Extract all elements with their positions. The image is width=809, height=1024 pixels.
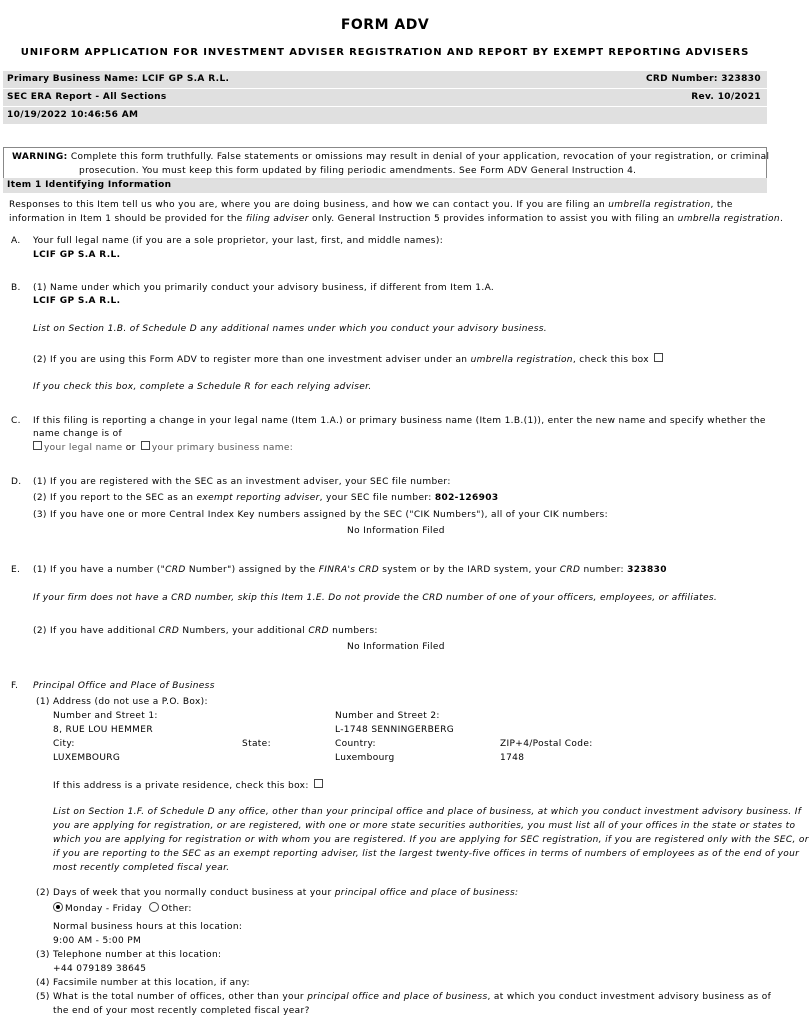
item-c-letter: C. [11,416,21,426]
item-c-question-2: name change is of [33,429,123,439]
country-value: Luxembourg [335,753,395,763]
hours-value: 9:00 AM - 5:00 PM [53,936,142,946]
legal-name-value: LCIF GP S.A R.L. [33,250,121,260]
crd-no-info: No Information Filed [347,642,445,652]
address-label: (1) Address (do not use a P.O. Box): [36,697,208,707]
street2-label: Number and Street 2: [335,711,440,721]
q-italic: CRD [559,565,581,575]
legal-name-checkbox[interactable] [33,441,42,450]
item-b-note-2: If you check this box, complete a Schedule R for each relying adviser. [33,382,372,392]
item1-heading-text: Item 1 Identifying Information [7,180,172,190]
intro-text: information in Item 1 should be provided for the [9,214,246,224]
warning-line-2: prosecution. You must keep this form updated by filing periodic amendments. See Form ADV General Instruction 4. [79,166,637,176]
item-e-letter: E. [11,565,21,575]
item-f-note-3: which you are applying for registration or with whom you are registered. If you are applying for SEC registration, if you are registered only with the SEC, or [53,835,809,845]
monday-friday-label: Monday - Friday [65,904,143,914]
item1-intro-1 [9,199,733,212]
q-italic: principal office and place of business [307,992,488,1002]
form-title: FORM ADV [340,17,430,33]
item-e-note: If your firm does not have a CRD number, skip this Item 1.E. Do not provide the CRD number of one of your officers, employees, or affiliates. [33,593,718,603]
crd-number-value: 323830 [627,565,667,575]
revision: Rev. 10/2021 [691,92,761,102]
other-days-label: Other: [161,904,192,914]
q-text: (2) If you have additional [33,626,159,636]
days-question [36,887,518,900]
telephone-value: +44 079189 38645 [53,964,147,974]
q-italic: FINRA's CRD [318,565,380,575]
zip-label: ZIP+4/Postal Code: [500,739,593,749]
zip-value: 1748 [500,753,525,763]
intro-text: . [779,214,784,224]
q-italic: umbrella registration [470,355,573,365]
q-italic: CRD [165,565,186,575]
item-a-letter: A. [11,236,21,246]
report-type: SEC ERA Report - All Sections [7,92,167,102]
q-text: , check this box [572,355,649,365]
info-band-1 [3,71,767,88]
item-d-question-1: (1) If you are registered with the SEC as an investment adviser, your SEC file number: [33,477,451,487]
item-e-question-2 [33,625,378,638]
info-band-3 [3,107,767,124]
crd-number: CRD Number: 323830 [645,74,761,84]
warning-label: WARNING: [12,152,68,162]
q-text: Numbers, your additional [179,626,309,636]
item-d-letter: D. [11,477,22,487]
other-days-radio[interactable] [149,902,159,912]
city-label: City: [53,739,75,749]
intro-text: , the [710,200,733,210]
umbrella-checkbox[interactable] [654,353,663,362]
q-text: (2) Days of week that you normally conduct business at your [36,888,335,898]
fax-label: (4) Facsimile number at this location, if any: [36,978,250,988]
q-text: number: [580,565,628,575]
q-italic: exempt reporting adviser [196,493,320,503]
offices-question-2: the end of your most recently completed fiscal year? [53,1006,310,1016]
sec-file-number: 802-126903 [434,493,499,503]
private-residence [53,779,325,793]
intro-text: Responses to this Item tell us who you are, where you are doing business, and how we can contact you. If you are filing an [9,200,609,210]
item-d-question-2 [33,492,498,505]
item-f-title: Principal Office and Place of Business [33,681,215,691]
primary-business-name: Primary Business Name: LCIF GP S.A R.L. [7,74,230,84]
days-options [53,902,192,916]
info-band-2 [3,89,767,106]
item1-heading [3,178,767,193]
item-b-letter: B. [11,283,21,293]
private-residence-text: If this address is a private residence, check this box: [53,781,309,791]
q-text: (1) If you have a number (" [33,565,166,575]
item-f-note-4: if you are reporting to the SEC as an exempt reporting adviser, list the largest twenty-five offices in terms of numbers of employees as of the end of your [53,849,800,859]
street2-value: L-1748 SENNINGERBERG [335,725,455,735]
cik-no-info: No Information Filed [347,526,445,536]
hours-label: Normal business hours at this location: [53,922,243,932]
item-f-note-5: most recently completed fiscal year. [53,863,230,873]
business-name-value: LCIF GP S.A R.L. [33,296,121,306]
q-text: Number") assigned by the [185,565,319,575]
q-text: numbers: [328,626,378,636]
legal-name-option-label: your legal name [44,443,123,453]
street1-value: 8, RUE LOU HEMMER [53,725,153,735]
offices-question-1 [36,991,771,1004]
item-f-note-1: List on Section 1.F. of Schedule D any office, other than your principal office and place of business, at which you conduct investment advisory business. If [53,807,802,817]
item-b-question-1: (1) Name under which you primarily conduct your advisory business, if different from Item 1.A. [33,283,495,293]
q-text: (2) If you are using this Form ADV to register more than one investment adviser under an [33,355,471,365]
item1-intro-2 [9,213,783,226]
intro-italic: filing adviser [245,214,309,224]
intro-italic: umbrella registration [608,200,711,210]
street1-label: Number and Street 1: [53,711,158,721]
private-residence-checkbox[interactable] [314,779,323,788]
warning-line-1 [12,151,769,164]
q-text: (2) If you report to the SEC as an [33,493,197,503]
warning-text-1: Complete this form truthfully. False statements or omissions may result in denial of your application, revocation of your registration, or criminal [70,152,770,162]
city-value: LUXEMBOURG [53,753,121,763]
q-italic: CRD [158,626,180,636]
timestamp: 10/19/2022 10:46:56 AM [7,110,139,120]
item-f-note-2: you are applying for registration, or are registered, with one or more state securities authorities, you must list all of your offices in the state or states to [53,821,796,831]
item-c-options [31,441,293,455]
intro-italic: umbrella registration [677,214,780,224]
q-italic: CRD [308,626,329,636]
or-text: or [125,443,136,453]
state-label: State: [242,739,271,749]
monday-friday-radio[interactable] [53,902,63,912]
business-name-checkbox[interactable] [141,441,150,450]
item-f-letter: F. [11,681,19,691]
item-b-question-2 [33,353,665,367]
country-label: Country: [335,739,376,749]
item-b-note-1: List on Section 1.B. of Schedule D any additional names under which you conduct your advisory business. [33,324,548,334]
item-c-question-1: If this filing is reporting a change in your legal name (Item 1.A.) or primary business name (Item 1.B.(1)), enter the new name and specify whether the [33,416,766,426]
telephone-label: (3) Telephone number at this location: [36,950,222,960]
item-a-question: Your full legal name (if you are a sole proprietor, your last, first, and middle names): [33,236,444,246]
q-text: (5) What is the total number of offices, other than your [36,992,308,1002]
q-text: , your SEC file number: [319,493,435,503]
form-subtitle: UNIFORM APPLICATION FOR INVESTMENT ADVISER REGISTRATION AND REPORT BY EXEMPT REPORTING ADVISERS [20,47,750,58]
item-d-question-3: (3) If you have one or more Central Index Key numbers assigned by the SEC ("CIK Numbers"), all of your CIK numbers: [33,510,608,520]
business-name-option-label: your primary business name: [151,443,294,453]
q-text: system or by the IARD system, your [379,565,560,575]
q-text: , at which you conduct investment advisory business as of [487,992,772,1002]
item-e-question-1 [33,564,667,577]
intro-text: only. General Instruction 5 provides information to assist you with filing an [308,214,678,224]
q-italic: principal office and place of business: [334,888,519,898]
